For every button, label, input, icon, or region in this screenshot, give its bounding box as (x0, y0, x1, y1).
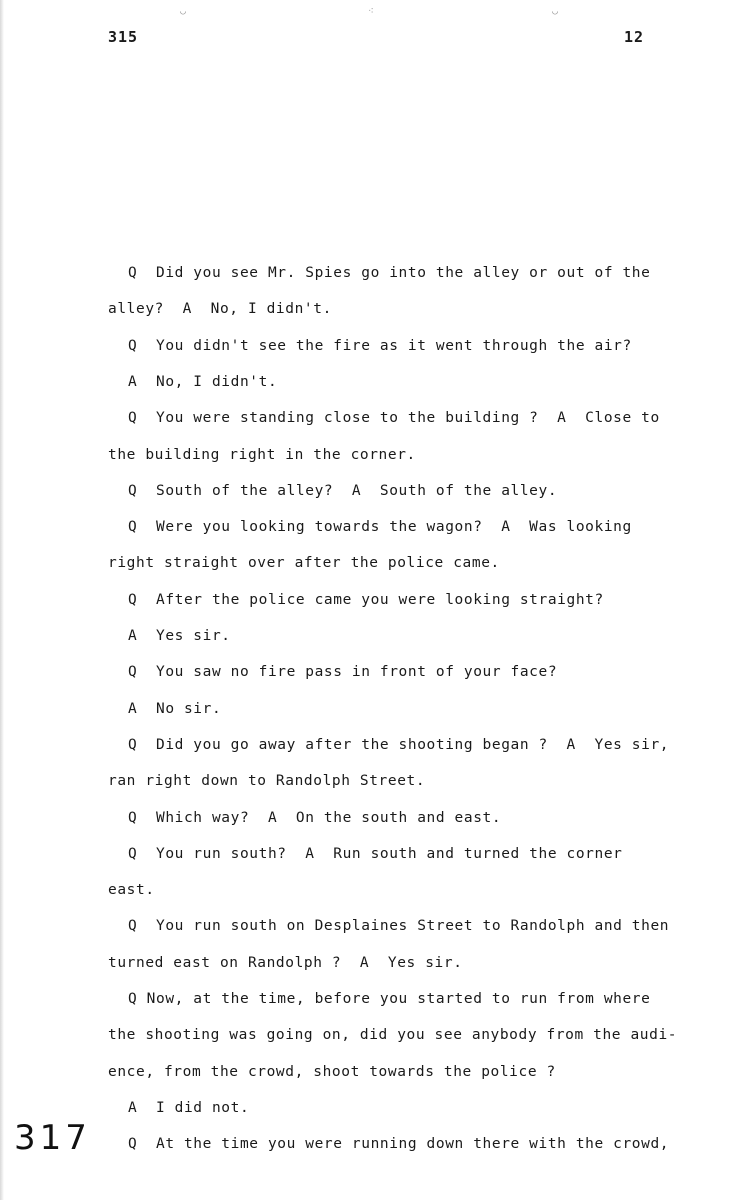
handwritten-margin-number: 317 (14, 1118, 91, 1158)
transcript-line: Q You were standing close to the building ? A Close to (128, 410, 660, 427)
transcript-line: Q You didn't see the fire as it went through the air? (128, 337, 632, 354)
transcript-line: ran right down to Randolph Street. (108, 773, 426, 790)
page-edge-shadow (0, 0, 4, 1200)
transcript-line: Q South of the alley? A South of the alley. (128, 482, 558, 499)
transcript-line: Q Were you looking towards the wagon? A Was looking (128, 519, 632, 536)
punch-mark: ◡ (552, 6, 559, 17)
transcript-line: Q Did you go away after the shooting began ? A Yes sir, (128, 736, 670, 753)
transcript-line: Q You saw no fire pass in front of your face? (128, 664, 558, 681)
transcript-line: A I did not. (128, 1099, 250, 1116)
page-number-left: 315 (108, 28, 139, 46)
page-number-right: 12 (624, 28, 645, 46)
transcript-line: Q After the police came you were looking straight? (128, 591, 604, 608)
transcript-line: A No sir. (128, 700, 222, 717)
transcript-line: Q You run south on Desplaines Street to Randolph and then (128, 918, 670, 935)
transcript-line: Q You run south? A Run south and turned the corner (128, 845, 623, 862)
punch-mark: ⁖ (368, 6, 374, 17)
transcript-line: Q Which way? A On the south and east. (128, 809, 502, 826)
transcript-line: right straight over after the police came. (108, 555, 500, 572)
transcript-line: Q Did you see Mr. Spies go into the alley or out of the (128, 265, 651, 281)
transcript-line: A Yes sir. (128, 628, 231, 644)
transcript-line: the shooting was going on, did you see anybody from the audi- (108, 1027, 678, 1044)
transcript-line: A No, I didn't. (128, 373, 278, 390)
transcript-line: alley? A No, I didn't. (108, 301, 332, 318)
punch-mark: ◡ (180, 6, 187, 17)
transcript-line: Q Now, at the time, before you started to run from where (128, 991, 651, 1007)
transcript-line: ence, from the crowd, shoot towards the police ? (108, 1063, 556, 1080)
transcript-line: turned east on Randolph ? A Yes sir. (108, 954, 463, 971)
transcript-line: the building right in the corner. (108, 446, 416, 463)
transcript-line: Q At the time you were running down there with the crowd, (128, 1136, 670, 1153)
transcript-line: east. (108, 882, 155, 899)
